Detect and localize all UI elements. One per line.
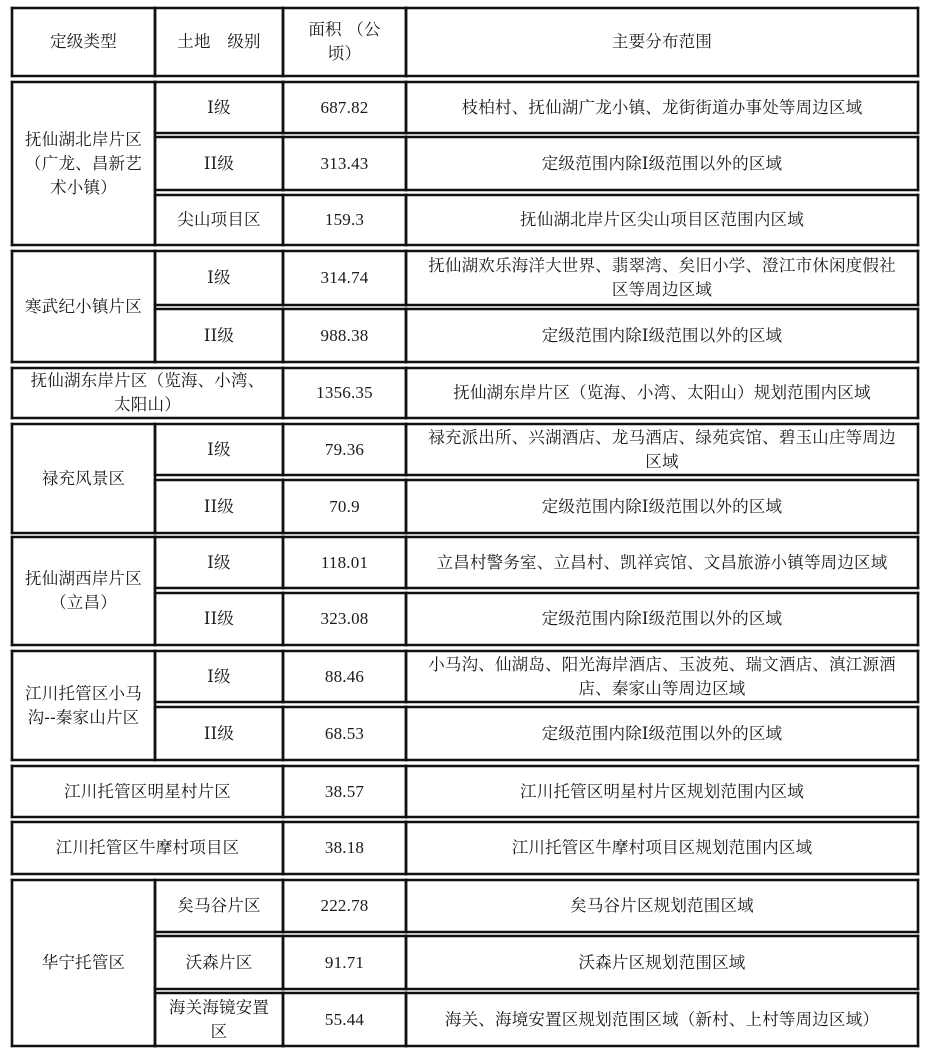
header-type: 定级类型	[50, 32, 117, 51]
level-cell: I级	[207, 268, 231, 287]
area-cell: 38.57	[324, 781, 365, 801]
area-cell: 68.53	[324, 723, 365, 743]
range-cell: 沃森片区规划范围区域	[578, 952, 746, 972]
level-cell: I级	[207, 97, 231, 117]
area-cell: 988.38	[320, 325, 369, 345]
area-cell: 323.08	[320, 609, 369, 628]
level-cell: 矣马谷片区	[177, 896, 261, 915]
area-cell: 222.78	[320, 896, 369, 915]
area-cell: 314.74	[320, 268, 369, 287]
area-cell: 55.44	[324, 1009, 365, 1029]
level-cell: II级	[203, 723, 235, 743]
area-cell: 313.43	[320, 153, 369, 173]
range-cell: 定级范围内除I级范围以外的区域	[541, 609, 783, 628]
level-cell: II级	[203, 153, 235, 173]
range-cell: 枝柏村、抚仙湖广龙小镇、龙街街道办事处等周边区域	[461, 97, 863, 117]
range-cell: 小马沟、仙湖岛、阳光海岸酒店、玉波苑、瑞文酒店、滇江源酒 店、秦家山等周边区域	[428, 654, 896, 698]
type-cell: 抚仙湖东岸片区（览海、小湾、 太阳山）	[30, 371, 265, 414]
range-cell: 海关、海境安置区规划范围区域（新村、上村等周边区域）	[444, 1009, 880, 1029]
level-cell: I级	[207, 439, 231, 459]
level-cell: 沃森片区	[185, 952, 253, 972]
range-cell: 抚仙湖东岸片区（览海、小湾、太阳山）规划范围内区域	[453, 383, 871, 402]
area-cell: 687.82	[320, 97, 369, 117]
header-area: 面积 （公 顷）	[308, 20, 381, 63]
type-cell: 抚仙湖北岸片区 （广龙、昌新艺 术小镇）	[25, 129, 142, 197]
type-cell: 禄充风景区	[41, 468, 126, 488]
range-cell: 江川托管区牛摩村项目区规划范围内区域	[511, 838, 813, 857]
level-cell: I级	[207, 666, 231, 686]
level-cell: II级	[203, 325, 235, 345]
range-cell: 立昌村警务室、立昌村、凯祥宾馆、文昌旅游小镇等周边区域	[436, 552, 888, 572]
area-cell: 88.46	[324, 666, 365, 686]
area-cell: 159.3	[324, 210, 365, 229]
level-cell: II级	[203, 609, 235, 628]
type-cell: 江川托管区小马 沟--秦家山片区	[25, 683, 142, 727]
level-cell: II级	[203, 496, 235, 516]
area-cell: 38.18	[324, 838, 365, 857]
type-cell: 江川托管区牛摩村项目区	[55, 838, 240, 857]
range-cell: 矣马谷片区规划范围区域	[570, 896, 754, 915]
type-cell: 华宁托管区	[41, 953, 126, 972]
level-cell: 海关海镜安置 区	[168, 997, 270, 1041]
range-cell: 江川托管区明星村片区规划范围内区域	[520, 781, 804, 801]
range-cell: 抚仙湖欢乐海洋大世界、翡翠湾、矣旧小学、澄江市休闲度假社 区等周边区域	[428, 256, 896, 299]
header-range: 主要分布范围	[611, 32, 713, 51]
area-cell: 79.36	[324, 439, 365, 459]
range-cell: 定级范围内除I级范围以外的区域	[541, 496, 783, 516]
range-cell: 禄充派出所、兴湖酒店、龙马酒店、绿苑宾馆、碧玉山庄等周边 区域	[428, 427, 896, 471]
range-cell: 定级范围内除I级范围以外的区域	[541, 153, 783, 173]
type-cell: 江川托管区明星村片区	[64, 781, 231, 801]
area-cell: 1356.35	[316, 383, 373, 402]
range-cell: 定级范围内除I级范围以外的区域	[541, 723, 783, 743]
type-cell: 寒武纪小镇片区	[25, 296, 142, 316]
area-cell: 118.01	[320, 552, 369, 572]
range-cell: 抚仙湖北岸片区尖山项目区范围内区域	[520, 210, 804, 229]
area-cell: 91.71	[324, 952, 365, 972]
area-cell: 70.9	[329, 496, 360, 516]
level-cell: 尖山项目区	[177, 210, 261, 229]
level-cell: I级	[207, 552, 231, 572]
header-level: 土地 级别	[177, 32, 261, 51]
range-cell: 定级范围内除I级范围以外的区域	[541, 325, 783, 345]
type-cell: 抚仙湖西岸片区 （立昌）	[25, 569, 142, 612]
